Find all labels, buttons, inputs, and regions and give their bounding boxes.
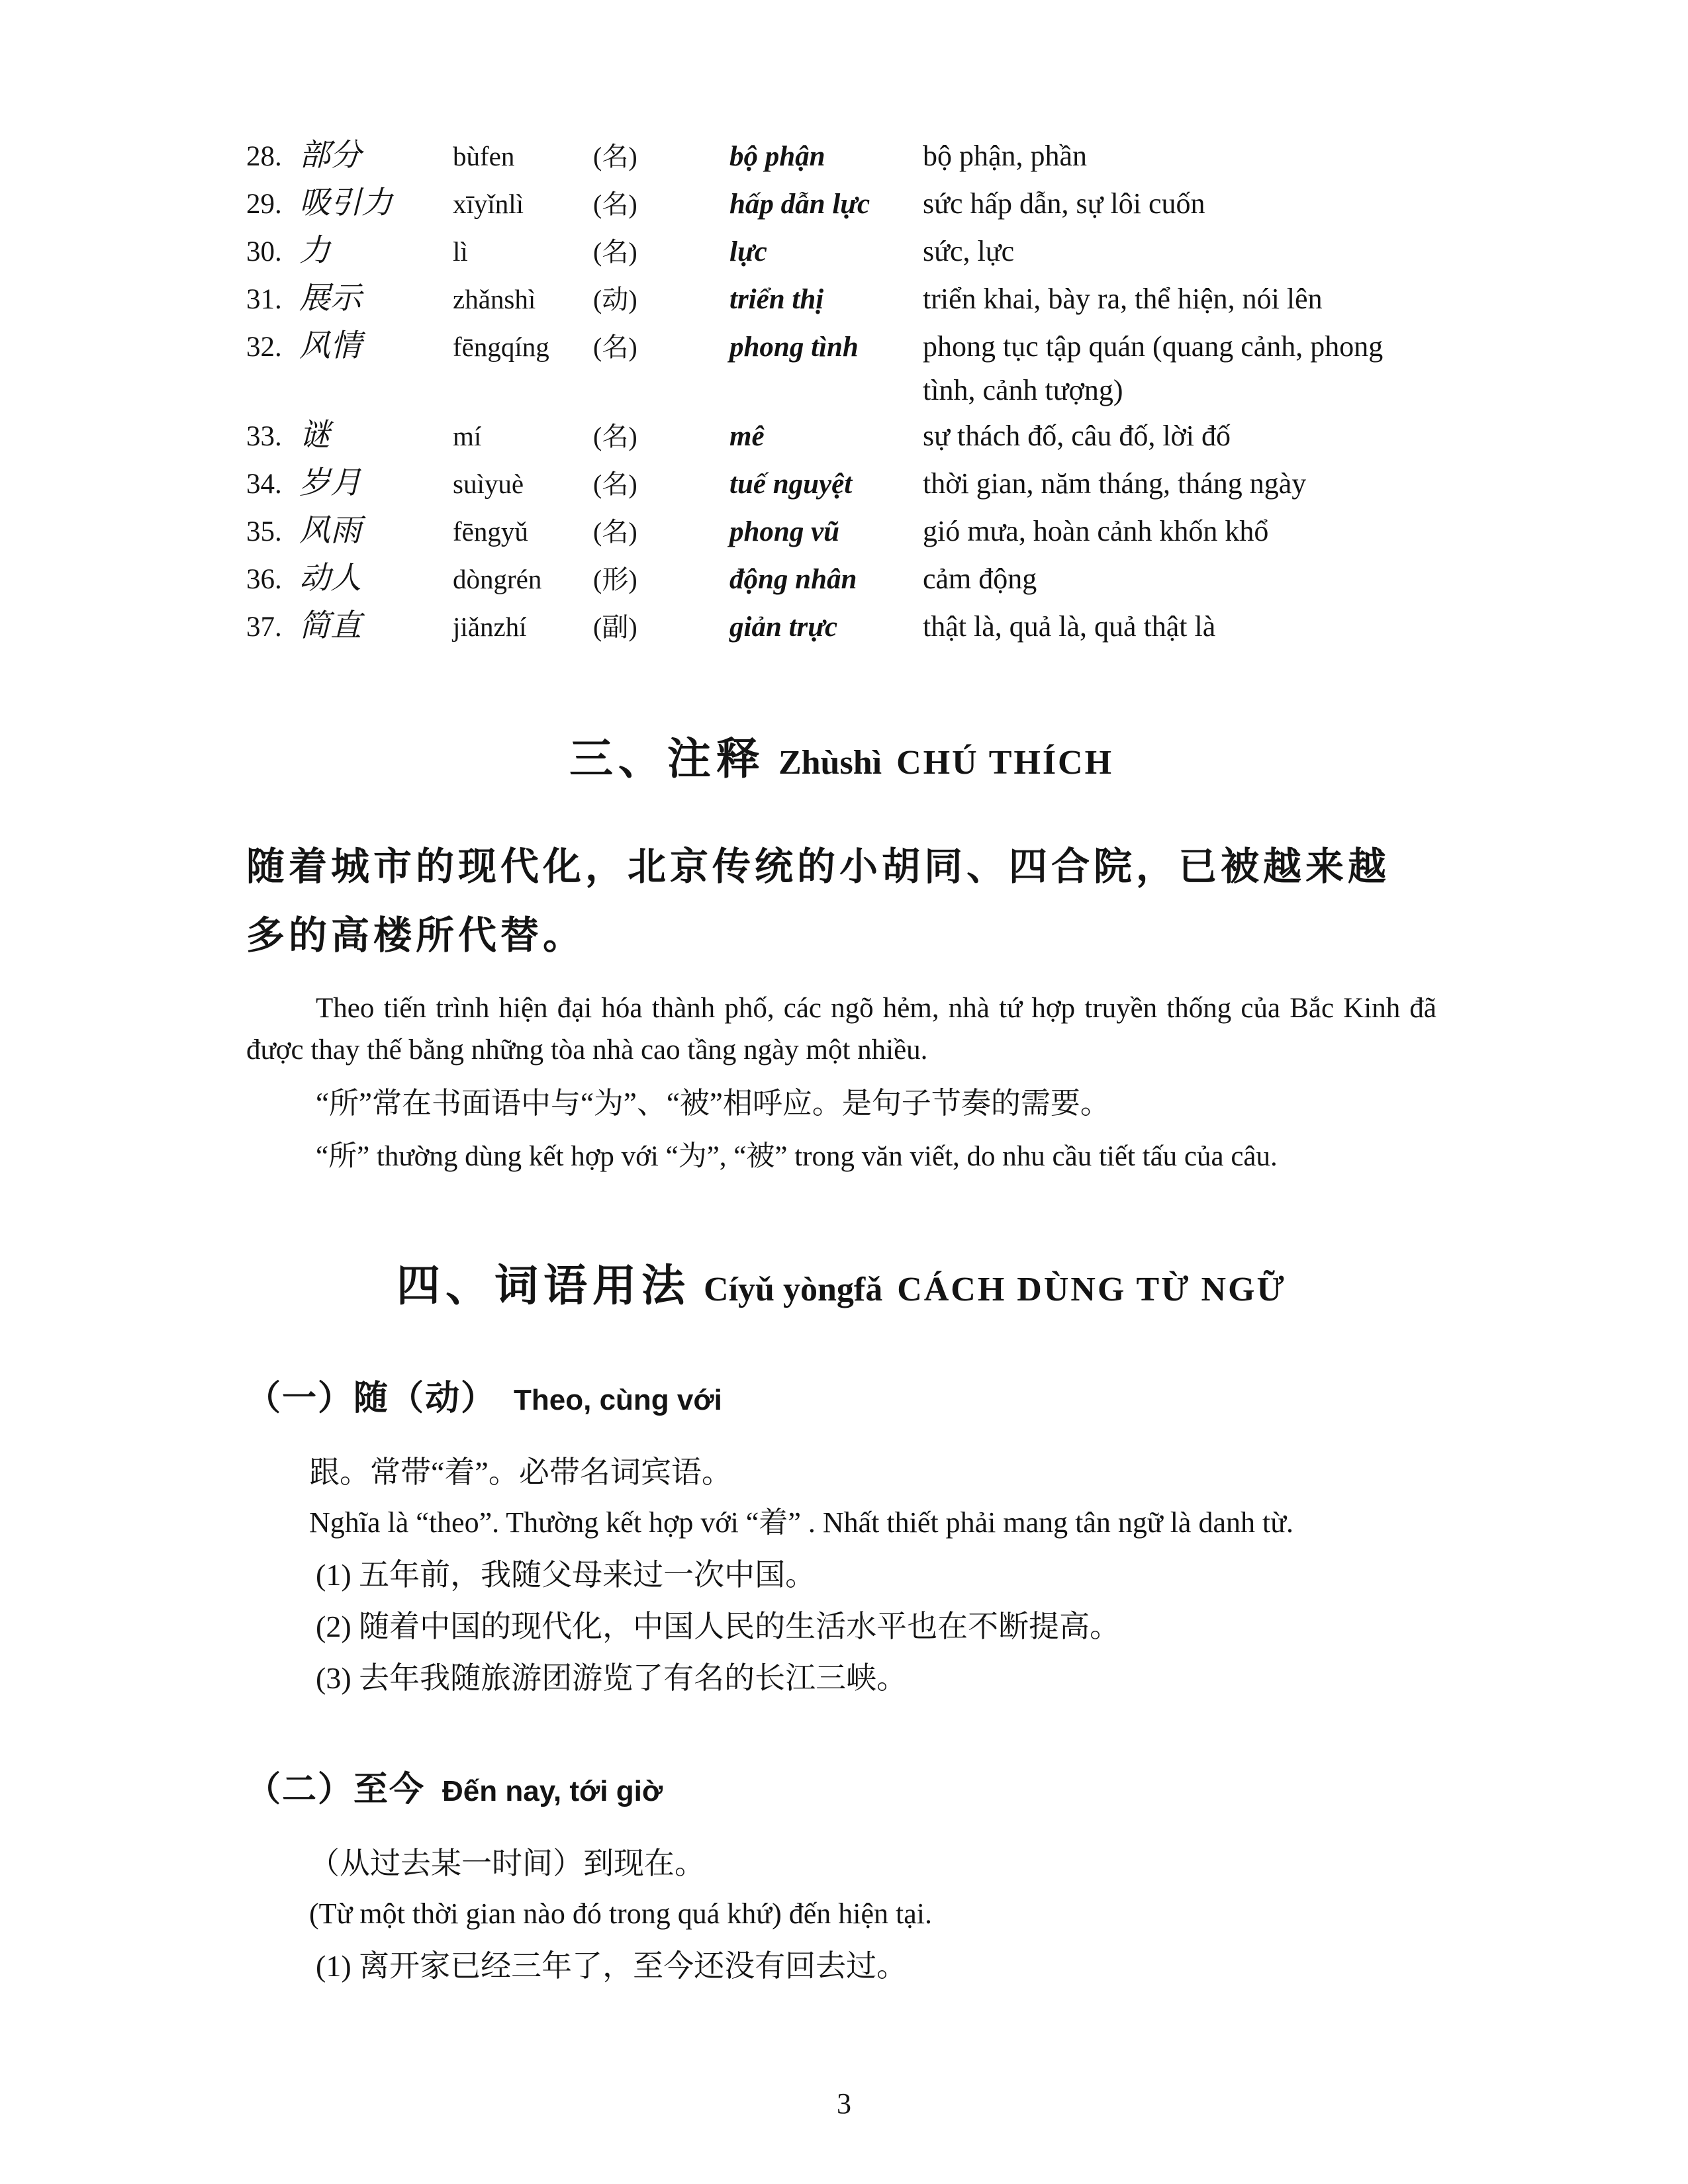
vocab-row — [246, 228, 1436, 275]
vocab-pinyin: dòngrén — [453, 564, 542, 594]
vocab-row — [246, 132, 1436, 180]
vocab-meaning: bộ phận, phần — [923, 140, 1088, 172]
vocab-sino-vietnamese: giản trực — [729, 612, 838, 643]
vocab-hanzi: 部分 — [299, 138, 361, 173]
vocab-part-of-speech: (名) — [593, 517, 637, 547]
subsection-1-heading-chinese: （一）随（动） — [246, 1379, 497, 1418]
example-sentence: (1) 离开家已经三年了，至今还没有回去过。 — [316, 1949, 908, 1983]
vocab-row — [246, 412, 1436, 460]
vocab-meaning: sức, lực — [923, 235, 1015, 267]
subsection-2-example-list — [246, 1940, 1436, 1992]
section-heading-usage — [246, 1250, 1436, 1313]
section-heading-notes — [246, 723, 1436, 786]
section-usage-title-vietnamese: CÁCH DÙNG TỪ NGỮ — [897, 1271, 1286, 1308]
subsection-1-example-list — [246, 1549, 1436, 1704]
vocab-hanzi: 风雨 — [299, 514, 361, 548]
vocab-meaning: sự thách đố, câu đố, lời đố — [923, 420, 1231, 452]
vocab-pinyin: fēngqíng — [453, 332, 549, 362]
vocab-pinyin: mí — [453, 421, 482, 451]
note-chinese-sentence: 随着城市的现代化，北京传统的小胡同、四合院，已被越来越多的高楼所代替。 — [246, 845, 1391, 957]
vocab-meaning: triển khai, bày ra, thể hiện, nói lên — [923, 283, 1323, 315]
vocab-row — [246, 275, 1436, 323]
subsection-1-heading-vietnamese: Theo, cùng với — [514, 1384, 722, 1416]
vocab-hanzi: 岁月 — [299, 466, 361, 500]
vocab-hanzi: 吸引力 — [299, 186, 393, 220]
subsection-2-vietnamese-explanation: (Từ một thời gian nào đó trong quá khứ) đến hiện tại. — [309, 1897, 932, 1930]
subsection-2-heading-chinese: （二）至今 — [246, 1770, 426, 1809]
vocab-list — [246, 132, 1436, 651]
vocab-sino-vietnamese: bộ phận — [729, 141, 825, 172]
vocab-row — [246, 603, 1436, 651]
vocab-part-of-speech: (名) — [593, 237, 637, 267]
vocab-row — [246, 555, 1436, 603]
section-notes-title-vietnamese: CHÚ THÍCH — [896, 744, 1114, 782]
vocab-sino-vietnamese: phong tình — [729, 332, 859, 363]
vocab-number: 32. — [246, 332, 282, 363]
vocab-hanzi: 谜 — [299, 418, 330, 453]
section-usage-title-pinyin: Cíyǔ yòngfǎ — [704, 1271, 883, 1308]
vocab-part-of-speech: (名) — [593, 469, 637, 499]
subsection-2-chinese-explanation: （从过去某一时间）到现在。 — [309, 1846, 705, 1880]
example-sentence: (1) 五年前，我随父母来过一次中国。 — [316, 1558, 816, 1592]
page-number: 3 — [837, 2087, 851, 2120]
vocab-row — [246, 508, 1436, 555]
vocab-part-of-speech: (名) — [593, 189, 637, 219]
vocab-meaning: cảm động — [923, 563, 1037, 595]
vocab-pinyin: suìyuè — [453, 469, 524, 499]
subsection-2-heading-vietnamese: Đến nay, tới giờ — [442, 1775, 663, 1807]
section-notes-title-chinese: 三、注释 — [569, 735, 765, 784]
section-notes-title-pinyin: Zhùshì — [778, 744, 882, 782]
vocab-pinyin: xīyǐnlì — [453, 189, 524, 219]
vocab-hanzi: 动人 — [299, 561, 361, 596]
vocab-number: 34. — [246, 469, 282, 500]
vocab-sino-vietnamese: động nhân — [729, 564, 857, 595]
vocab-part-of-speech: (动) — [593, 285, 637, 314]
note-grammar-vietnamese: “所” thường dùng kết hợp với “为”, “被” trong văn viết, do nhu cầu tiết tấu của câu. — [316, 1141, 1278, 1172]
note-vietnamese-translation: Theo tiến trình hiện đại hóa thành phố, các ngõ hẻm, nhà tứ hợp truyền thống của Bắc Kinh đã được thay thế bằng những tòa nhà cao tầng ngày một nhiều. — [246, 993, 1436, 1066]
vocab-number: 28. — [246, 141, 282, 172]
vocab-part-of-speech: (名) — [593, 422, 637, 451]
vocab-number: 35. — [246, 516, 282, 547]
vocab-meaning: sức hấp dẫn, sự lôi cuốn — [923, 187, 1205, 220]
vocab-sino-vietnamese: triển thị — [729, 284, 824, 315]
vocab-pinyin: zhǎnshì — [453, 284, 536, 314]
vocab-meaning: thời gian, năm tháng, tháng ngày — [923, 467, 1307, 500]
vocab-pinyin: fēngyǔ — [453, 516, 528, 547]
vocab-part-of-speech: (形) — [593, 565, 637, 594]
vocab-hanzi: 风情 — [299, 329, 361, 363]
vocab-row — [246, 460, 1436, 508]
vocab-pinyin: bùfen — [453, 141, 515, 171]
vocab-number: 30. — [246, 236, 282, 267]
vocab-meaning: thật là, quả là, quả thật là — [923, 610, 1216, 643]
vocab-sino-vietnamese: tuế nguyệt — [729, 469, 853, 500]
note-grammar-chinese: “所”常在书面语中与“为”、“被”相呼应。是句子节奏的需要。 — [316, 1087, 1110, 1120]
example-sentence: (2) 随着中国的现代化，中国人民的生活水平也在不断提高。 — [316, 1610, 1121, 1643]
subsection-1-chinese-explanation: 跟。常带“着”。必带名词宾语。 — [309, 1455, 732, 1489]
vocab-pinyin: jiǎnzhí — [453, 612, 527, 642]
vocab-row — [246, 323, 1436, 412]
vocab-hanzi: 力 — [299, 234, 330, 268]
vocab-hanzi: 展示 — [299, 281, 361, 316]
vocab-meaning: phong tục tập quán (quang cảnh, phong tình, cảnh tượng) — [923, 330, 1383, 406]
vocab-sino-vietnamese: lực — [729, 236, 767, 267]
vocab-number: 31. — [246, 284, 282, 315]
subsection-1-vietnamese-explanation: Nghĩa là “theo”. Thường kết hợp với “着” . Nhất thiết phải mang tân ngữ là danh từ. — [309, 1506, 1294, 1539]
vocab-pinyin: lì — [453, 236, 468, 267]
example-sentence: (3) 去年我随旅游团游览了有名的长江三峡。 — [316, 1661, 908, 1695]
section-usage-title-chinese: 四、词语用法 — [397, 1262, 691, 1310]
vocab-number: 37. — [246, 612, 282, 643]
vocab-sino-vietnamese: phong vũ — [729, 516, 840, 547]
vocab-sino-vietnamese: mê — [729, 421, 765, 452]
vocab-hanzi: 简直 — [299, 609, 361, 643]
subsection-2-heading — [246, 1761, 1436, 1811]
vocab-part-of-speech: (副) — [593, 612, 637, 642]
vocab-row — [246, 180, 1436, 228]
vocab-number: 29. — [246, 189, 282, 220]
vocab-part-of-speech: (名) — [593, 142, 637, 171]
vocab-number: 36. — [246, 564, 282, 595]
vocab-part-of-speech: (名) — [593, 332, 637, 362]
vocab-sino-vietnamese: hấp dẫn lực — [729, 189, 870, 220]
subsection-1-heading — [246, 1370, 1436, 1420]
vocab-number: 33. — [246, 421, 282, 452]
vocab-meaning: gió mưa, hoàn cảnh khốn khổ — [923, 515, 1269, 547]
